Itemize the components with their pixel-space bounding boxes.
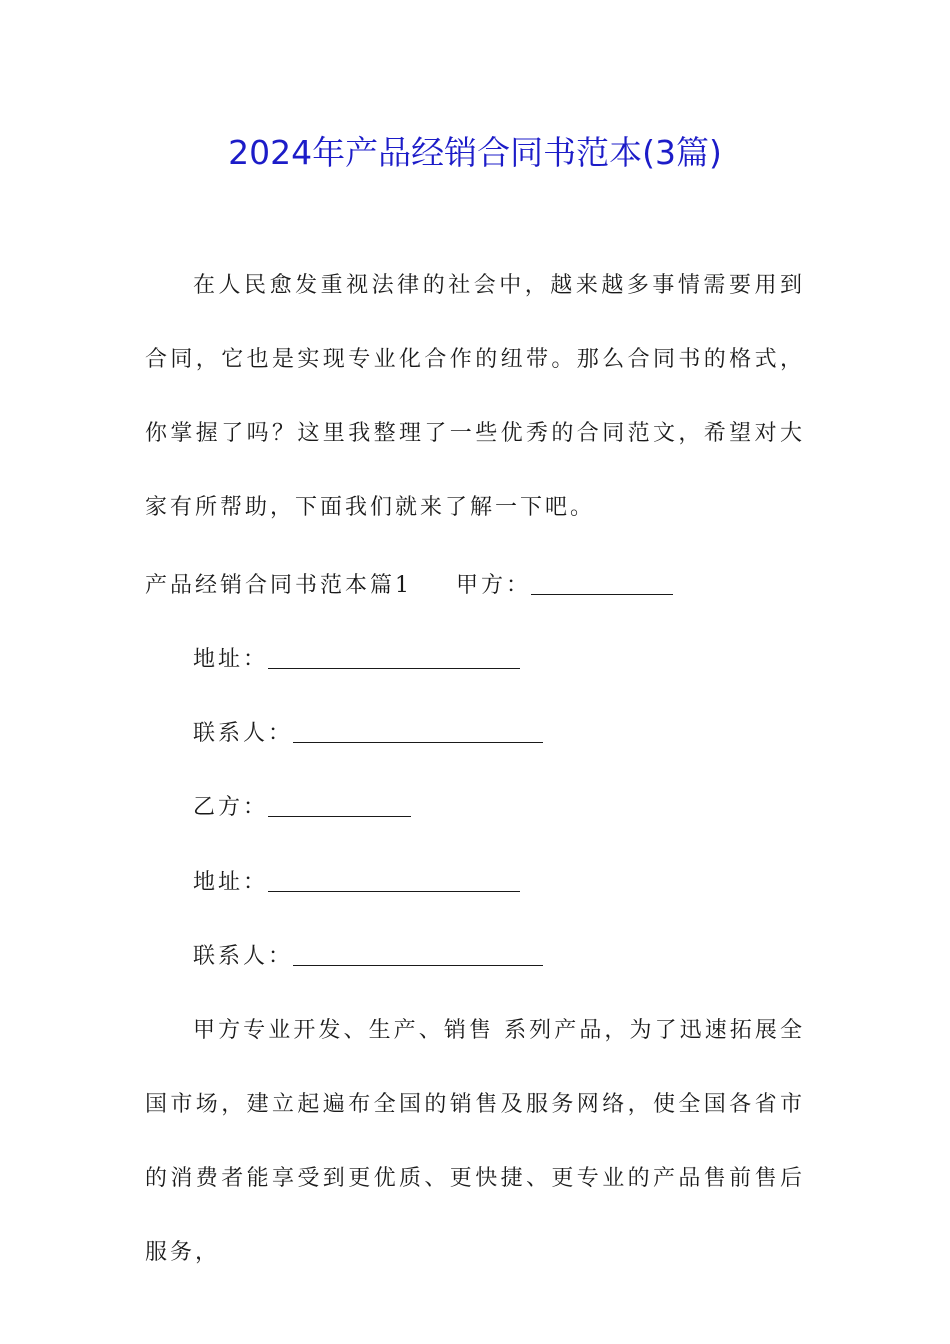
- party-b-address-line: [193, 863, 520, 903]
- party-b-contact-blank: [293, 943, 543, 966]
- party-b-line: [193, 788, 411, 828]
- party-b-blank: [268, 794, 411, 817]
- body-paragraph: 甲方专业开发、生产、销售 系列产品，为了迅速拓展全国市场，建立起遍布全国的销售及服务网络，使全国各省市的消费者能享受到更优质、更快捷、更专业的产品售前售后服务，: [145, 1018, 805, 1265]
- party-a-address-blank: [268, 646, 520, 669]
- document-title: 2024年产品经销合同书范本(3篇): [228, 133, 722, 172]
- section-heading: 产品经销合同书范本篇1: [145, 573, 412, 598]
- party-a-blank: [531, 572, 673, 595]
- party-b-address-label: 地址：: [193, 870, 269, 895]
- party-a-contact-line: [193, 714, 543, 754]
- intro-paragraph: 在人民愈发重视法律的社会中，越来越多事情需要用到合同，它也是实现专业化合作的纽带。那么合同书的格式，你掌握了吗？这里我整理了一些优秀的合同范文，希望对大家有所帮助，下面我们就来了解一下吧。: [145, 273, 805, 520]
- party-b-contact-label: 联系人：: [193, 944, 294, 969]
- party-a-label: 甲方：: [456, 573, 532, 598]
- party-b-contact-line: [193, 937, 543, 977]
- party-a-address-label: 地址：: [193, 647, 269, 672]
- party-a-address-line: [193, 640, 520, 680]
- party-b-address-blank: [268, 869, 520, 892]
- party-b-label: 乙方：: [193, 795, 269, 820]
- party-a-contact-label: 联系人：: [193, 721, 294, 746]
- party-a-contact-blank: [293, 720, 543, 743]
- section-heading-line: [145, 566, 673, 606]
